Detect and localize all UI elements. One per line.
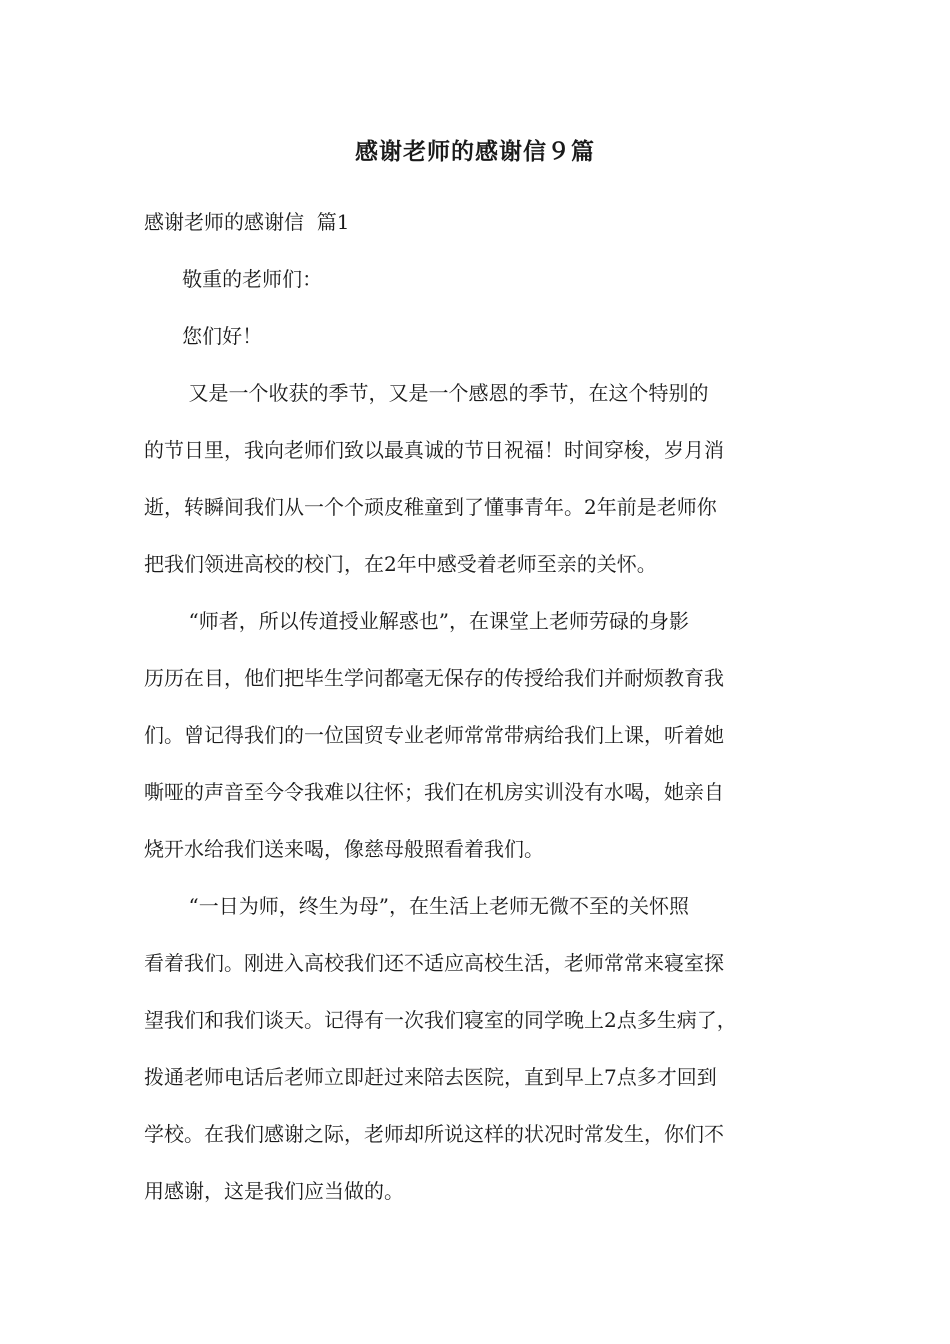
greeting-line: 您们好！ — [144, 324, 263, 348]
body-text-line: 们。曾记得我们的一位国贸专业老师常常带病给我们上课，听着她 — [144, 723, 724, 747]
body-text-line: 逝，转瞬间我们从一个个顽皮稚童到了懂事青年。2年前是老师你 — [144, 495, 717, 519]
body-text-line: 把我们领进高校的校门，在2年中感受着老师至亲的关怀。 — [144, 552, 657, 576]
body-text-line: 拨通老师电话后老师立即赶过来陪去医院，直到早上7点多才回到 — [144, 1065, 717, 1089]
body-text-line: 看着我们。刚进入高校我们还不适应高校生活，老师常常来寝室探 — [144, 951, 724, 975]
document-title: 感谢老师的感谢信９篇 — [355, 138, 595, 165]
body-text-line: “一日为师，终生为母”，在生活上老师无微不至的关怀照 — [144, 894, 689, 918]
salutation-line: 敬重的老师们： — [144, 267, 323, 291]
body-text-line: 望我们和我们谈天。记得有一次我们寝室的同学晚上2点多生病了， — [144, 1008, 737, 1032]
body-text-line: 又是一个收获的季节，又是一个感恩的季节，在这个特别的 — [144, 381, 709, 405]
body-text-line: “师者，所以传道授业解惑也”，在课堂上老师劳碌的身影 — [144, 609, 689, 633]
body-text-line: 学校。在我们感谢之际，老师却所说这样的状况时常发生，你们不 — [144, 1122, 724, 1146]
body-text-line: 历历在目，他们把毕生学问都毫无保存的传授给我们并耐烦教育我 — [144, 666, 724, 690]
body-text-line: 嘶哑的声音至今令我难以往怀；我们在机房实训没有水喝，她亲自 — [144, 780, 724, 804]
body-text-line: 烧开水给我们送来喝，像慈母般照看着我们。 — [144, 837, 544, 861]
body-text-line: 用感谢，这是我们应当做的。 — [144, 1179, 404, 1203]
section-heading: 感谢老师的感谢信 篇1 — [144, 210, 350, 234]
body-text-line: 的节日里，我向老师们致以最真诚的节日祝福！时间穿梭，岁月消 — [144, 438, 724, 462]
